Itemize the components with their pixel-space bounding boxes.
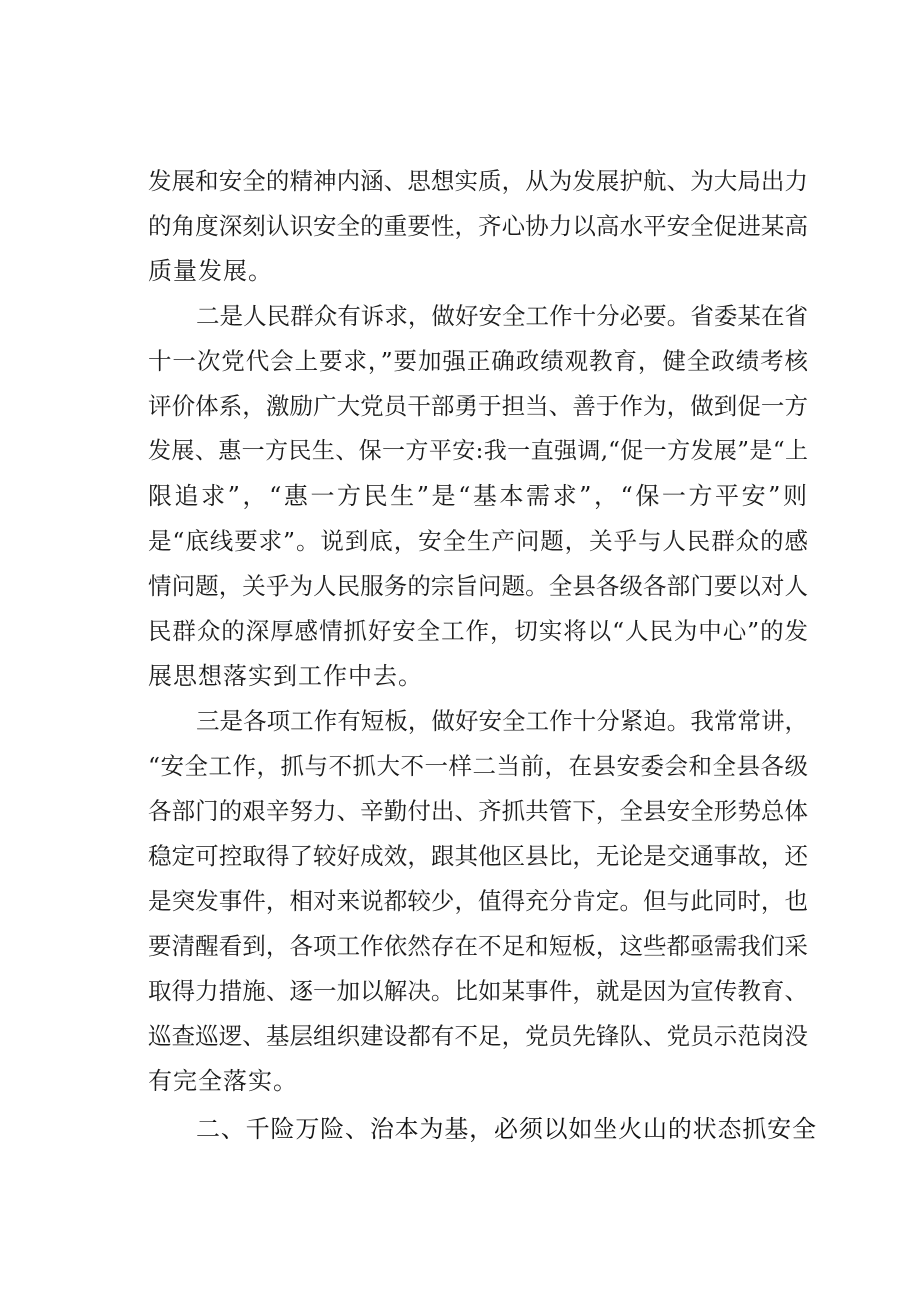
paragraph-2-line-3: 评价体系，激励广大党员干部勇于担当、善于作为，做到促一方 — [148, 392, 808, 420]
paragraph-3-line-1: 三是各项工作有短板，做好安全工作十分紧迫。我常常讲， — [196, 707, 808, 735]
section-heading: 二、千险万险、治本为基，必须以如坐火山的状态抓安全 — [196, 1115, 816, 1143]
paragraph-3-line-2: “安全工作，抓与不抓大不一样二当前，在县安委会和全县各级 — [148, 752, 808, 780]
paragraph-2-line-2: 十一次党代会上要求，”要加强正确政绩观教育，健全政绩考核 — [148, 347, 808, 375]
paragraph-2-line-9: 展思想落实到工作中去。 — [148, 662, 423, 690]
paragraph-3-line-5: 是突发事件，相对来说都较少，值得充分肯定。但与此同时，也 — [148, 887, 808, 915]
paragraph-3-line-6: 要清醒看到，各项工作依然存在不足和短板，这些都亟需我们采 — [148, 932, 808, 960]
paragraph-2-line-7: 情问题，关乎为人民服务的宗旨问题。全县各级各部门要以对人 — [148, 572, 808, 600]
paragraph-3-line-7: 取得力措施、逐一加以解决。比如某事件，就是因为宣传教育、 — [148, 977, 808, 1005]
paragraph-2-line-1: 二是人民群众有诉求，做好安全工作十分必要。省委某在省 — [196, 302, 808, 330]
paragraph-3-line-4: 稳定可控取得了较好成效，跟其他区县比，无论是交通事故，还 — [148, 842, 808, 870]
paragraph-2-line-8: 民群众的深厚感情抓好安全工作，切实将以“人民为中心”的发 — [148, 617, 808, 645]
paragraph-1-line-1: 发展和安全的精神内涵、思想实质，从为发展护航、为大局出力 — [148, 167, 808, 195]
paragraph-1-line-2: 的角度深刻认识安全的重要性，齐心协力以高水平安全促进某高 — [148, 212, 808, 240]
paragraph-1-line-3: 质量发展。 — [148, 257, 273, 285]
paragraph-2-line-6: 是“底线要求”。说到底，安全生产问题，关乎与人民群众的感 — [148, 527, 808, 555]
paragraph-3-line-9: 有完全落实。 — [148, 1067, 298, 1095]
paragraph-2-line-4: 发展、惠一方民生、保一方平安:我一直强调,“促一方发展”是“上 — [148, 438, 808, 464]
paragraph-2-line-5: 限追求”，“惠一方民生”是“基本需求”，“保一方平安”则 — [148, 482, 808, 510]
paragraph-3-line-3: 各部门的艰辛努力、辛勤付出、齐抓共管下，全县安全形势总体 — [148, 797, 808, 825]
paragraph-3-line-8: 巡查巡逻、基层组织建设都有不足，党员先锋队、党员示范岗没 — [148, 1022, 808, 1050]
